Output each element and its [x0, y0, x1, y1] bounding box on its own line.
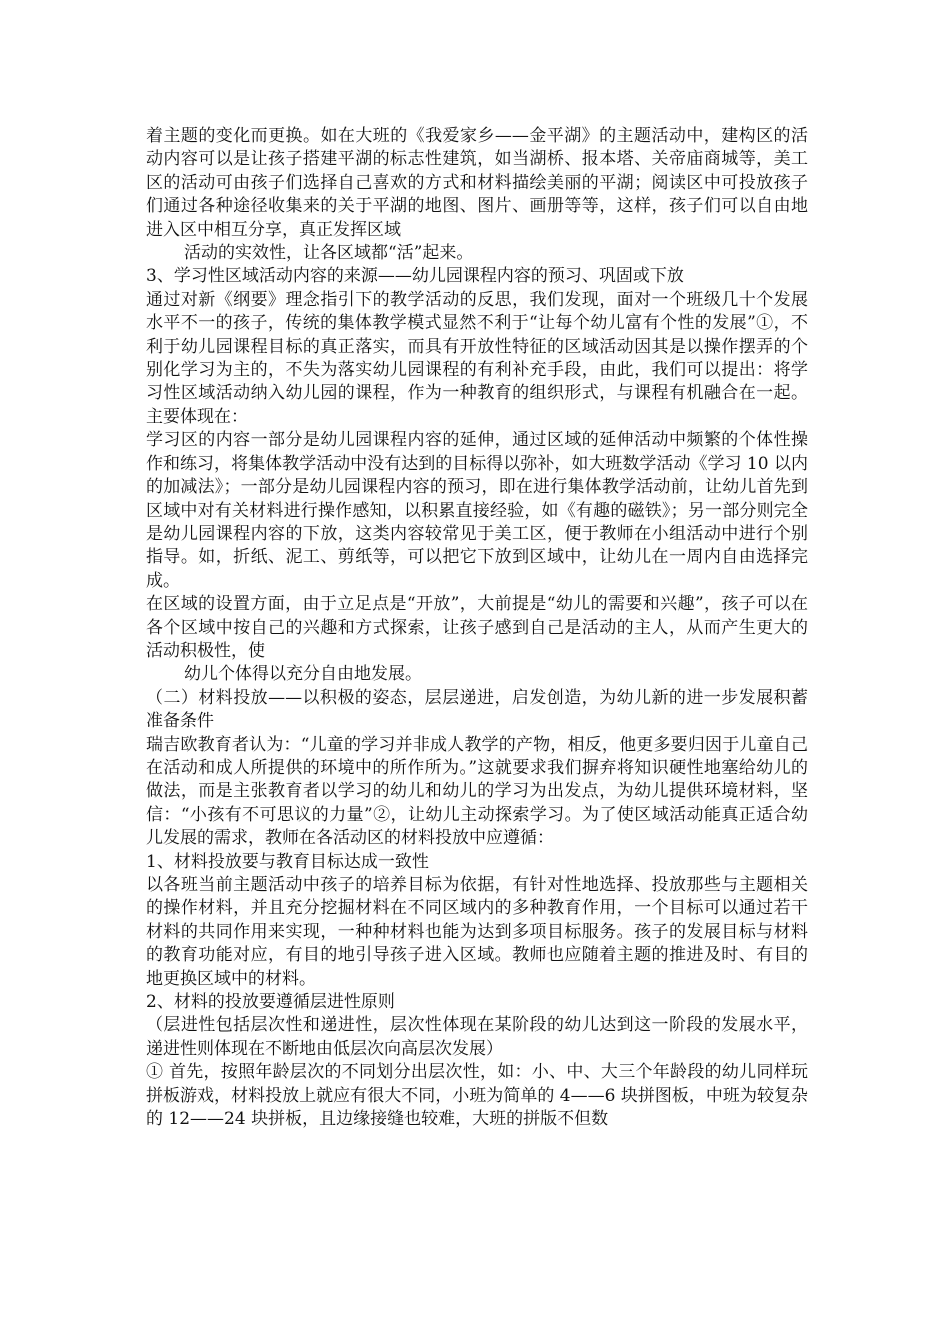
paragraph-reggio: 瑞吉欧教育者认为：“儿童的学习并非成人教学的产物，相反，他更多要归因于儿童自己在活动和成人所提供的环境中的所作所为。”这就要求我们摒弃将知识硬性地塞给幼儿的做法，而是主张教育者以学习的幼儿和幼儿的学习为出发点，为幼儿提供环境材料，坚信：“小孩有不可思议的力量”②，让幼儿主动探索学习。为了使区域活动能真正适合幼儿发展的需求，教师在各活动区的材料投放中应遵循：: [146, 734, 808, 849]
heading-goal-consistency: 1、材料投放要与教育目标达成一致性: [146, 851, 429, 872]
heading-material-placement: （二）材料投放——以积极的姿态，层层递进，启发创造，为幼儿新的进一步发展积蓄准备条件: [146, 687, 808, 732]
paragraph-reflection: 通过对新《纲要》理念指引下的教学活动的反思，我们发现，面对一个班级几十个发展水平不一的孩子，传统的集体教学模式显然不利于“让每个幼儿富有个性的发展”①，不利于幼儿园课程目标的真正落实，而具有开放性特征的区域活动因其是以操作摆弄的个别化学习为主的，不失为落实幼儿园课程的有利补充手段，由此，我们可以提出：将学习性区域活动纳入幼儿园的课程，作为一种教育的组织形式，与课程有机融合在一起。主要体现在：: [146, 289, 808, 427]
heading-progressive-principle: 2、材料的投放要遵循层进性原则: [146, 992, 395, 1013]
paragraph-progressive-definition: （层进性包括层次性和递进性，层次性体现在某阶段的幼儿达到这一阶段的发展水平，递进性则体现在不断地由低层次向高层次发展）: [146, 1015, 808, 1059]
paragraph-goal-consistency: 以各班当前主题活动中孩子的培养目标为依据，有针对性地选择、投放那些与主题相关的操作材料，并且充分挖掘材料在不同区域内的多种教育作用，一个目标可以通过若干材料的共同作用来实现，一种种材料也能为达到多项目标服务。孩子的发展目标与材料的教育功能对应，有目的地引导孩子进入区域。教师也应随着主题的推进及时、有目的地更换区域中的材料。: [146, 875, 808, 989]
paragraph-learning-area-content: 学习区的内容一部分是幼儿园课程内容的延伸，通过区域的延伸活动中频繁的个体性操作和练习，将集体教学活动中没有达到的目标得以弥补，如大班数学活动《学习 10 以内的加减法》；一部分是幼儿园课程内容的预习，即在进行集体教学活动前，让幼儿首先到区域中对有关材料进行操作感知，以积累直接经验，如《有趣的磁铁》；另一部分则完全是幼儿园课程内容的下放，这类内容较常见于美工区，便于教师在小组活动中进行个别指导。如，折纸、泥工、剪纸等，可以把它下放到区域中，让幼儿在一周内自由选择完成。: [146, 430, 808, 591]
paragraph-theme-change: 着主题的变化而更换。如在大班的《我爱家乡——金平湖》的主题活动中，建构区的活动内容可以是让孩子搭建平湖的标志性建筑，如当湖桥、报本塔、关帝庙商城等，美工区的活动可由孩子们选择自己喜欢的方式和材料描绘美丽的平湖；阅读区中可投放孩子们通过各种途径收集来的关于平湖的地图、图片、画册等等，这样，孩子们可以自由地进入区中相互分享，真正发挥区域: [146, 126, 808, 240]
document-page: [146, 125, 808, 1131]
paragraph-area-setup: 在区域的设置方面，由于立足点是“开放”，大前提是“幼儿的需要和兴趣”，孩子可以在各个区域中按自己的兴趣和方式探索，让孩子感到自己是活动的主人，从而产生更大的活动积极性，使: [146, 594, 808, 661]
paragraph-free-development: 幼儿个体得以充分自由地发展。: [184, 664, 422, 685]
heading-learning-area-source: 3、学习性区域活动内容的来源——幼儿园课程内容的预习、巩固或下放: [146, 266, 684, 287]
paragraph-age-levels: ① 首先，按照年龄层次的不同划分出层次性，如：小、中、大三个年龄段的幼儿同样玩拼板游戏，材料投放上就应有很大不同，小班为简单的 4——6 块拼图板，中班为较复杂的 12——24 块拼板，且边缘接缝也较难，大班的拼版不但数: [146, 1062, 808, 1130]
paragraph-effectiveness: 活动的实效性，让各区域都“活”起来。: [184, 243, 474, 264]
